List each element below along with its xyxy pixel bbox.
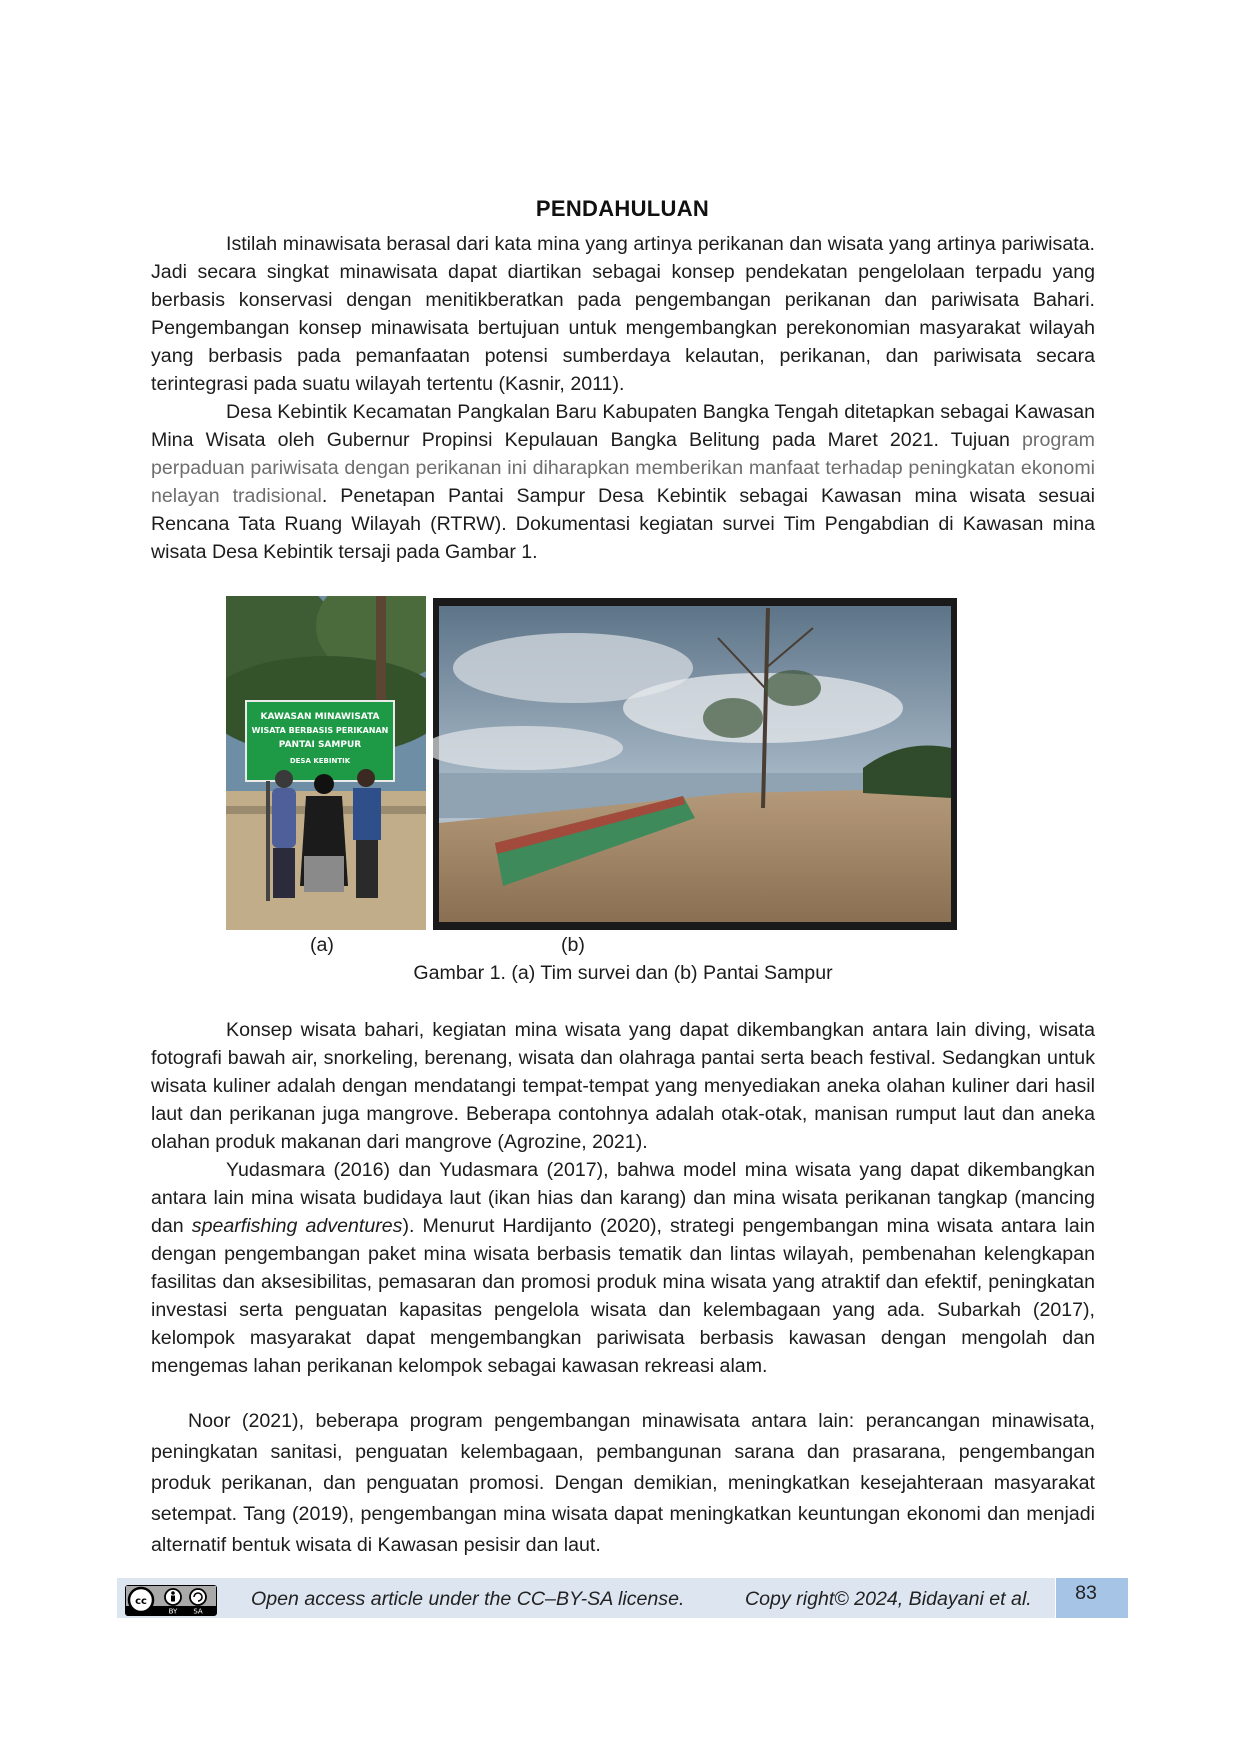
section-title: PENDAHULUAN (535, 196, 710, 221)
page-number: 83 (1075, 1582, 1097, 1604)
paragraph-4-text-b: ). Menurut Hardijanto (2020), strategi pengembangan mina wisata antara lain dengan pengembangan paket mina wisata berbasis tematik dan lintas wilayah, pembenahan kelengkapan fasilitas dan aksesibilitas, pemasaran dan promosi produk mina wisata yang atraktif dan efektif, peningkatan investasi serta penguatan kapasitas pengelola wisata dan kelembagaan yang ada. Subarkah (2017), kelompok masyarakat dapat mengembangkan pariwisata berbasis kawasan dengan mengolah dan mengemas lahan perikanan kelompok sebagai kawasan rekreasi alam. (151, 1215, 1095, 1377)
paragraph-5 (151, 1406, 1095, 1561)
sign-line-1: KAWASAN MINAWISATA (260, 712, 380, 722)
paragraph-3 (151, 1016, 1095, 1156)
cc-by-sa-icon-graphic (126, 1586, 216, 1615)
figure-photo-beach (433, 598, 957, 930)
paragraph-2 (151, 398, 1095, 566)
paragraph-3-text: Konsep wisata bahari, kegiatan mina wisata yang dapat dikembangkan antara lain diving, wisata fotografi bawah air, snorkeling, berenang, wisata dan olahraga pantai serta beach festival. Sedangkan untuk wisata kuliner adalah dengan mendatangi tempat-tempat yang menyediakan aneka olahan kuliner dari hasil laut dan perikanan juga mangrove. Beberapa contohnya adalah otak-otak, manisan rumput laut dan aneka olahan produk makanan dari mangrove (Agrozine, 2021). (151, 1019, 1095, 1153)
license-text: Open access article under the CC–BY-SA license. (251, 1588, 685, 1610)
figure-label-b: (b) (561, 934, 585, 956)
paragraph-4-text-a: Yudasmara (2016) dan Yudasmara (2017), bahwa model mina wisata yang dapat dikembangkan antara lain mina wisata budidaya laut (ikan hias dan karang) dan mina wisata perikanan tangkap (mancing dan (151, 1159, 1095, 1237)
figure-caption: Gambar 1. (a) Tim survei dan (b) Pantai Sampur (413, 962, 833, 984)
cc-badge-sa: SA (193, 1607, 203, 1615)
survey-team-illustration (226, 596, 426, 930)
paragraph-2-text-b: . Penetapan Pantai Sampur Desa Kebintik sebagai Kawasan mina wisata sesuai Rencana Tata Ruang Wilayah (RTRW). Dokumentasi kegiatan survei Tim Pengabdian di Kawasan mina wisata Desa Kebintik tersaji pada Gambar 1. (151, 485, 1096, 563)
paragraph-1-text: Istilah minawisata berasal dari kata mina yang artinya perikanan dan wisata yang artinya pariwisata. Jadi secara singkat minawisata dapat diartikan sebagai konsep pendekatan pengelolaan terpadu yang berbasis konservasi dengan menitikberatkan pada pengembangan perikanan dan pariwisata Bahari. Pengembangan konsep minawisata bertujuan untuk mengembangkan perekonomian masyarakat wilayah yang berbasis pada pemanfaatan potensi sumberdaya kelautan, perikanan, dan pariwisata secara terintegrasi pada suatu wilayah tertentu (Kasnir, 2011). (151, 233, 1095, 395)
cc-by-sa-icon (125, 1585, 217, 1616)
figure-photo-survey-team (226, 596, 426, 930)
svg-text:cc: cc (135, 1596, 147, 1607)
paragraph-2-text-a: Desa Kebintik Kecamatan Pangkalan Baru Kabupaten Bangka Tengah ditetapkan sebagai Kawasan Mina Wisata oleh Gubernur Propinsi Kepulauan Bangka Belitung pada Maret 2021. Tujuan (151, 401, 1095, 451)
cc-badge-by: BY (168, 1607, 178, 1615)
paragraph-2-text-grey: program perpaduan pariwisata dengan perikanan ini diharapkan memberikan manfaat terhadap peningkatan ekonomi nelayan tradisional (151, 429, 1095, 507)
sign-line-4: DESA KEBINTIK (289, 757, 351, 765)
figure-label-a: (a) (310, 934, 334, 956)
sign-line-3: PANTAI SAMPUR (278, 740, 362, 750)
beach-illustration (433, 598, 957, 930)
paragraph-4-text-italic: spearfishing adventures (191, 1215, 403, 1237)
paragraph-4 (151, 1156, 1095, 1380)
copyright-text: Copy right© 2024, Bidayani et al. (745, 1588, 1032, 1610)
paragraph-5-text: Noor (2021), beberapa program pengembangan minawisata antara lain: perancangan minawisata, peningkatan sanitasi, penguatan kelembagaan, pembangunan sarana dan prasarana, pengembangan produk perikanan, dan penguatan promosi. Dengan demikian, meningkatkan kesejahteraan masyarakat setempat. Tang (2019), pengembangan mina wisata dapat meningkatkan keuntungan ekonomi dan menjadi alternatif bentuk wisata di Kawasan pesisir dan laut. (151, 1410, 1095, 1556)
paragraph-1 (151, 230, 1095, 398)
sign-line-2: WISATA BERBASIS PERIKANAN (251, 726, 389, 735)
